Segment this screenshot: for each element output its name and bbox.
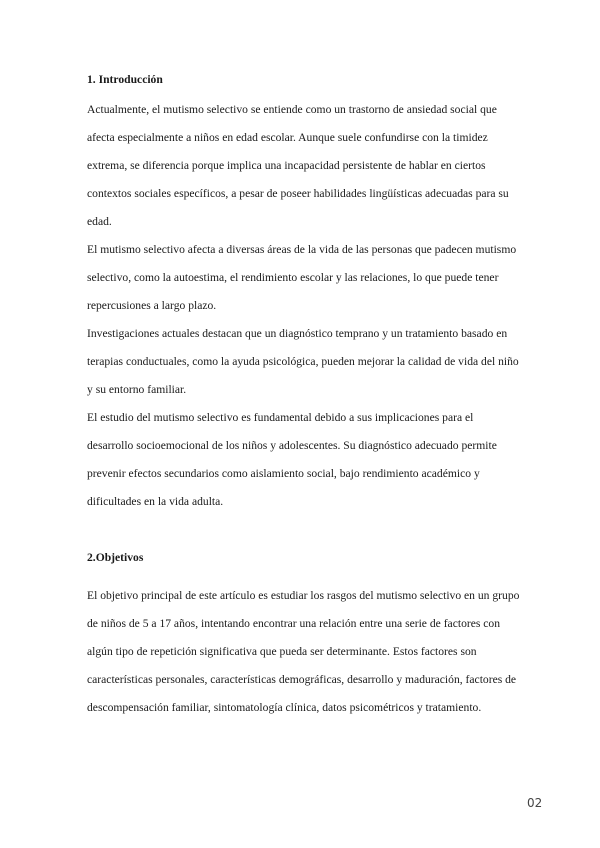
page-number: 02 (527, 796, 543, 810)
paragraph-objetivos-1: El objetivo principal de este artículo es estudiar los rasgos del mutismo selectivo en un grupo de niños de 5 a 17 años, intentando encontrar una relación entre una serie de factores con algún tipo de repetición significativa que pueda ser determinante. Estos factores son características personales, características demográficas, desarrollo y maduración, factores de descompensación familiar, sintomatología clínica, datos psicométricos y tratamiento. (87, 589, 520, 714)
paragraph-intro-3: Investigaciones actuales destacan que un diagnóstico temprano y un tratamiento basado en terapias conductuales, como la ayuda psicológica, pueden mejorar la calidad de vida del niño y su entorno familiar. (87, 327, 519, 396)
paragraph-intro-1: Actualmente, el mutismo selectivo se entiende como un trastorno de ansiedad social que afecta especialmente a niños en edad escolar. Aunque suele confundirse con la timidez extrema, se diferencia porque implica una incapacidad persistente de hablar en ciertos contextos sociales específicos, a pesar de poseer habilidades lingüísticas adecuadas para su edad. (87, 103, 509, 228)
paragraph-intro-2: El mutismo selectivo afecta a diversas áreas de la vida de las personas que padecen mutismo selectivo, como la autoestima, el rendimiento escolar y las relaciones, lo que puede tener repercusiones a largo plazo. (87, 243, 517, 312)
page-content (87, 70, 521, 722)
paragraph-intro-4: El estudio del mutismo selectivo es fundamental debido a sus implicaciones para el desarrollo socioemocional de los niños y adolescentes. Su diagnóstico adecuado permite prevenir efectos secundarios como aislamiento social, bajo rendimiento académico y dificultades en la vida adulta. (87, 411, 497, 508)
section-heading-objetivos: 2.Objetivos (87, 551, 144, 564)
section-heading-introduccion: 1. Introducción (87, 73, 163, 86)
